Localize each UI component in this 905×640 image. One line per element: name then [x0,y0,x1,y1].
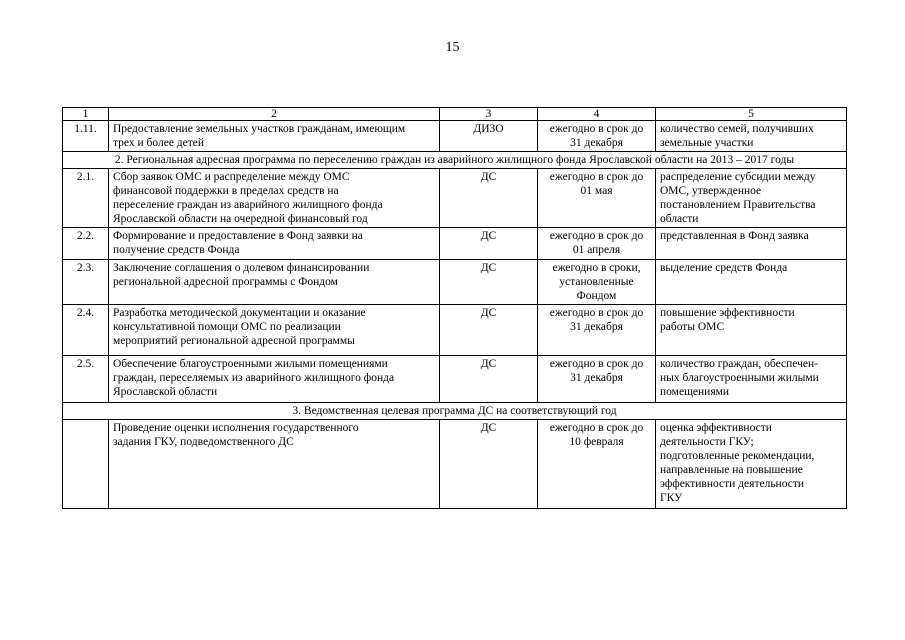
item-description: Разработка методической документации и оказание консультативной помощи ОМС по реализации мероприятий региональной адресной программы [109,305,440,356]
item-result: количество семей, получивших земельные участки [656,121,847,152]
item-description: Предоставление земельных участков гражданам, имеющим трех и более детей [109,121,440,152]
item-executor: ДС [440,305,538,356]
item-number [63,420,109,509]
item-number: 2.5. [63,356,109,403]
table-header-row [63,108,847,121]
table-row [63,228,847,260]
item-description: Заключение соглашения о долевом финансировании региональной адресной программы с Фондом [109,260,440,305]
item-number: 2.4. [63,305,109,356]
item-result: распределение субсидии между ОМС, утвержденное постановлением Правительства области [656,169,847,228]
plan-table [62,107,847,509]
table-row [63,420,847,509]
item-deadline: ежегодно в срок до 01 апреля [538,228,656,260]
table-row [63,121,847,152]
table-row [63,305,847,356]
item-executor: ДС [440,420,538,509]
item-executor: ДС [440,260,538,305]
item-deadline: ежегодно в срок до 31 декабря [538,305,656,356]
section-title: 2. Региональная адресная программа по переселению граждан из аварийного жилищного фонда Ярославской области на 2013 – 2017 годы [63,152,847,169]
column-number-header: 4 [538,108,656,121]
item-executor: ДИЗО [440,121,538,152]
item-deadline: ежегодно в срок до 31 декабря [538,121,656,152]
item-number: 2.1. [63,169,109,228]
item-description: Проведение оценки исполнения государственного задания ГКУ, подведомственного ДС [109,420,440,509]
section-row [63,403,847,420]
item-result: повышение эффективности работы ОМС [656,305,847,356]
item-result: выделение средств Фонда [656,260,847,305]
item-executor: ДС [440,228,538,260]
item-result: количество граждан, обеспечен- ных благоустроенными жилыми помещениями [656,356,847,403]
column-number-header: 3 [440,108,538,121]
item-deadline: ежегодно в сроки, установленные Фондом [538,260,656,305]
table-row [63,169,847,228]
column-number-header: 5 [656,108,847,121]
item-number: 1.11. [63,121,109,152]
column-number-header: 2 [109,108,440,121]
section-title: 3. Ведомственная целевая программа ДС на соответствующий год [63,403,847,420]
item-number: 2.3. [63,260,109,305]
item-description: Сбор заявок ОМС и распределение между ОМС финансовой поддержки в пределах средств на переселение граждан из аварийного жилищного фонда Ярославской области на очередной финансовый год [109,169,440,228]
item-number: 2.2. [63,228,109,260]
table-row [63,356,847,403]
column-number-header: 1 [63,108,109,121]
item-executor: ДС [440,169,538,228]
item-result: оценка эффективности деятельности ГКУ; подготовленные рекомендации, направленные на повышение эффективности деятельности ГКУ [656,420,847,509]
item-description: Обеспечение благоустроенными жилыми помещениями граждан, переселяемых из аварийного жилищного фонда Ярославской области [109,356,440,403]
item-deadline: ежегодно в срок до 10 февраля [538,420,656,509]
item-description: Формирование и предоставление в Фонд заявки на получение средств Фонда [109,228,440,260]
item-result: представленная в Фонд заявка [656,228,847,260]
item-deadline: ежегодно в срок до 31 декабря [538,356,656,403]
section-row [63,152,847,169]
item-executor: ДС [440,356,538,403]
table-row [63,260,847,305]
item-deadline: ежегодно в срок до 01 мая [538,169,656,228]
page-number: 15 [445,40,460,55]
